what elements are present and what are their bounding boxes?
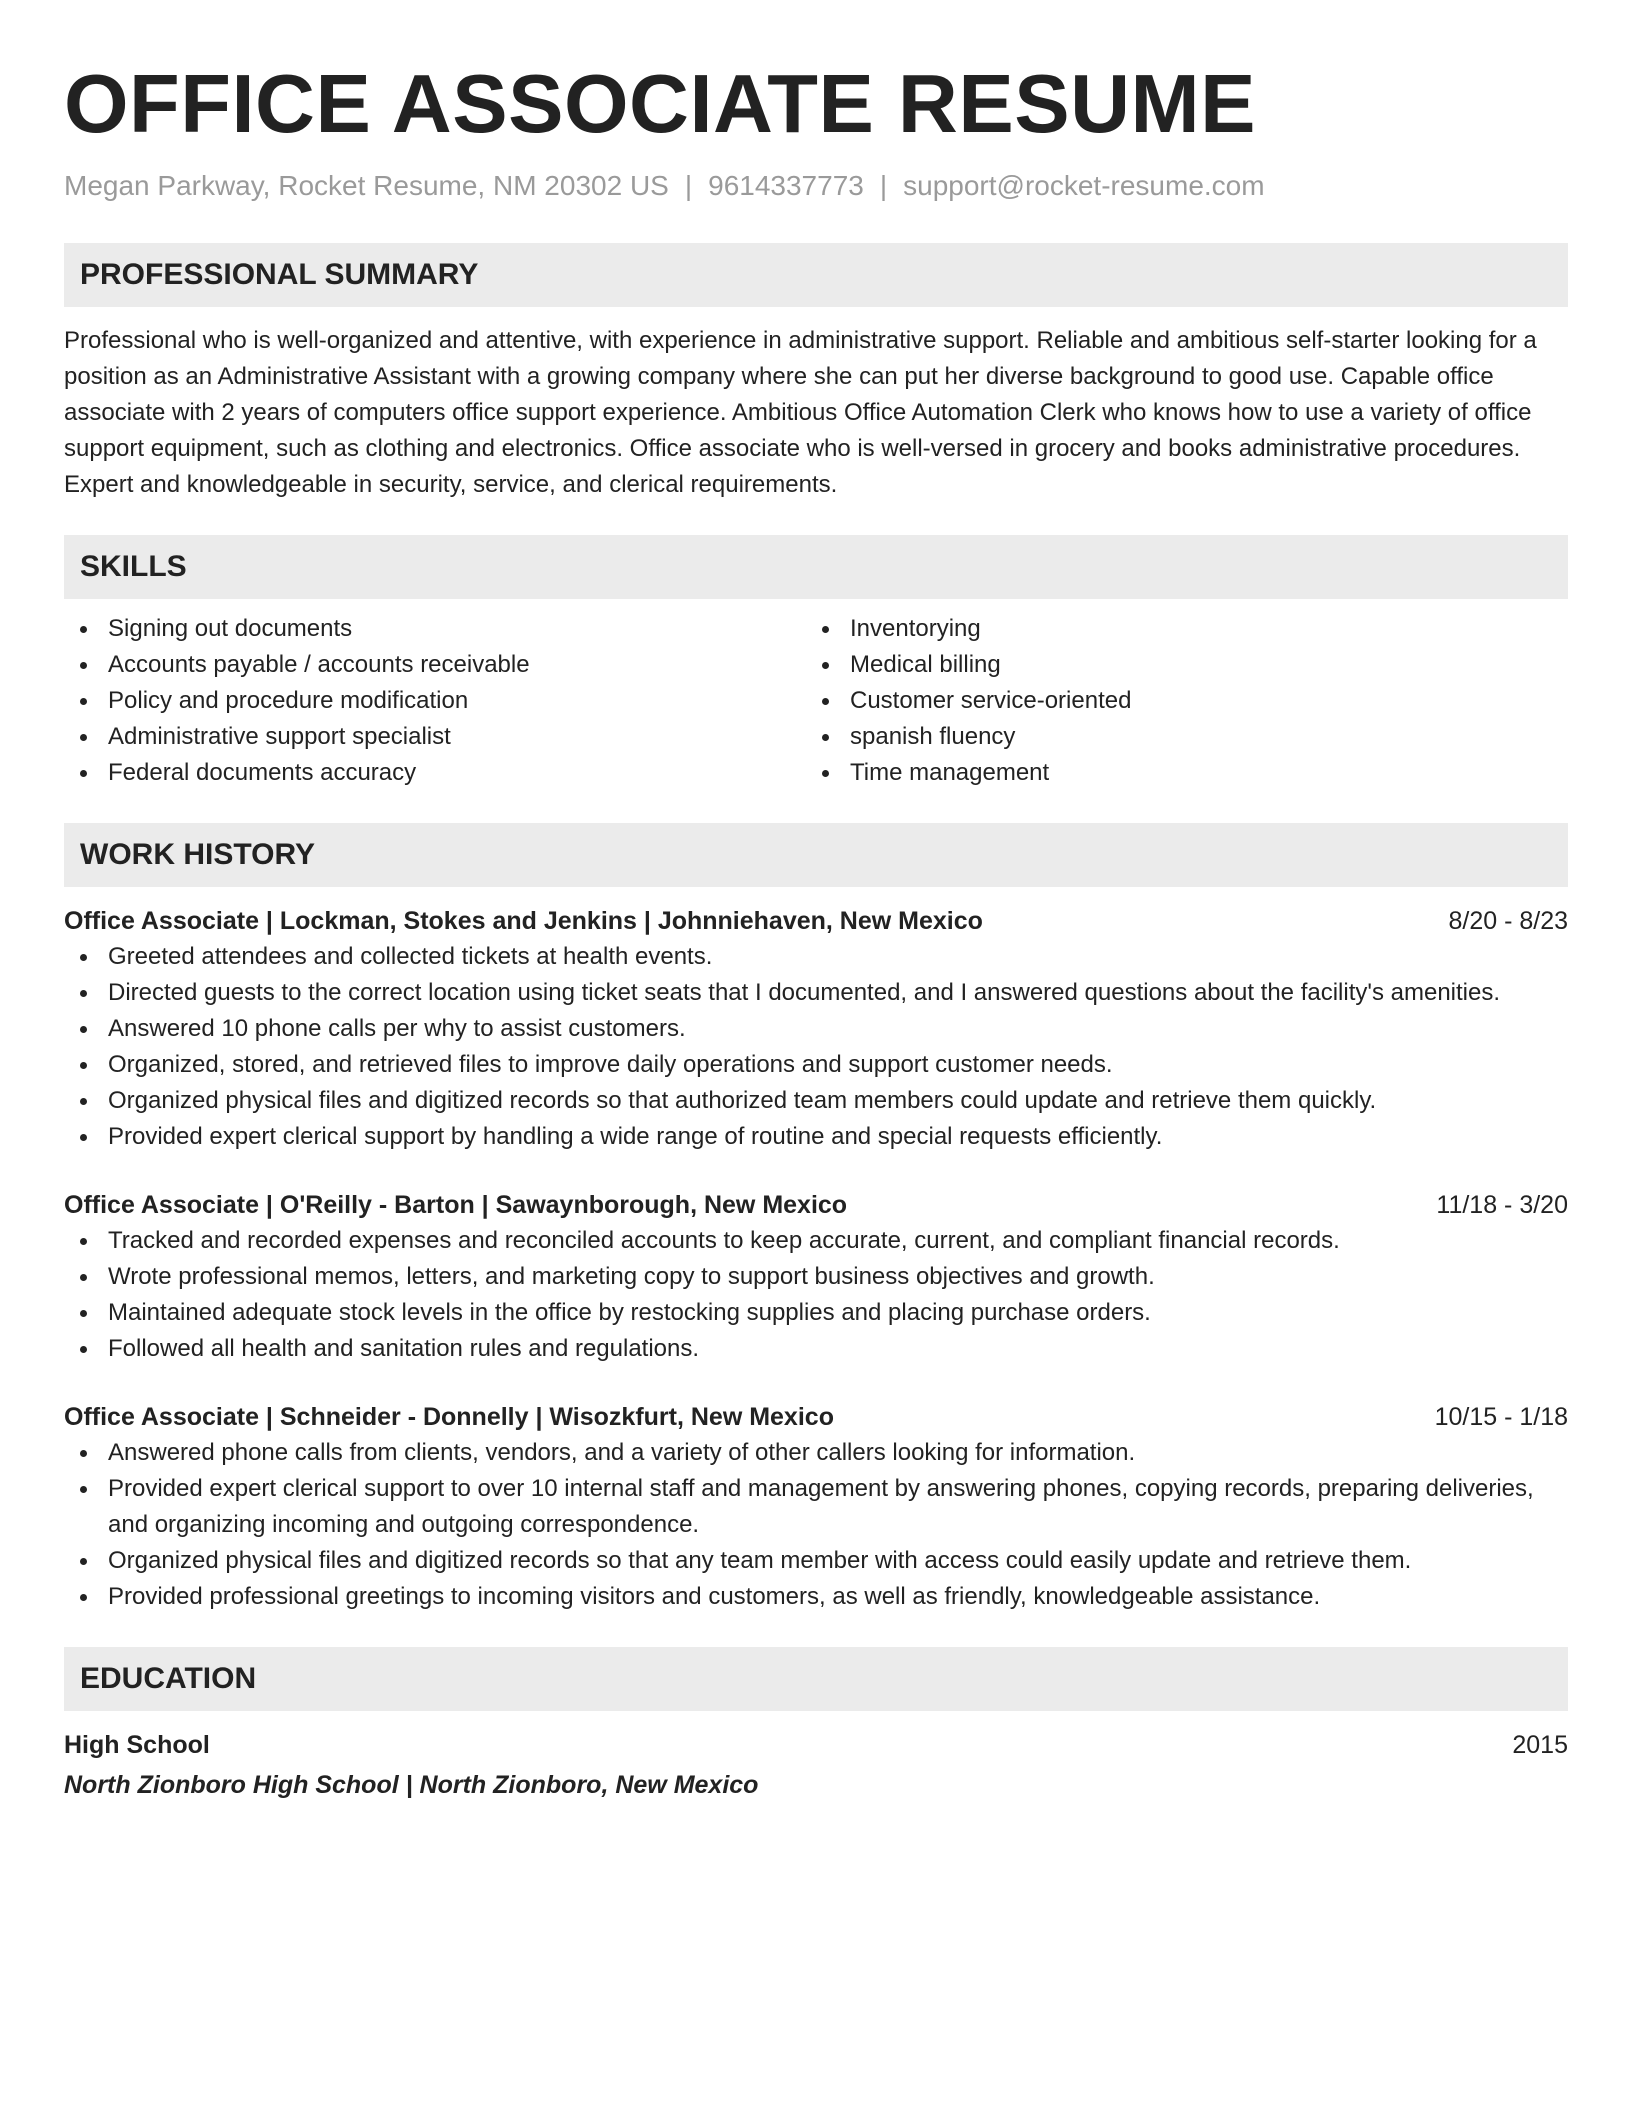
skill-item: Accounts payable / accounts receivable bbox=[64, 647, 806, 683]
job-entry bbox=[64, 903, 1568, 1155]
education-year: 2015 bbox=[1512, 1731, 1568, 1759]
skills-column-left bbox=[64, 611, 806, 791]
job-header bbox=[64, 1187, 1568, 1223]
job-dates: 10/15 - 1/18 bbox=[1434, 1403, 1568, 1431]
job-duties bbox=[64, 1223, 1568, 1367]
contact-email: support@rocket-resume.com bbox=[903, 170, 1265, 201]
job-duty: Directed guests to the correct location using ticket seats that I documented, and I answered questions about the facility's amenities. bbox=[64, 975, 1568, 1011]
job-dates: 8/20 - 8/23 bbox=[1448, 907, 1568, 935]
job-duty: Provided expert clerical support by handling a wide range of routine and special requests efficiently. bbox=[64, 1119, 1568, 1155]
summary-heading: PROFESSIONAL SUMMARY bbox=[64, 243, 1568, 307]
job-duty: Maintained adequate stock levels in the office by restocking supplies and placing purchase orders. bbox=[64, 1295, 1568, 1331]
contact-address: Megan Parkway, Rocket Resume, NM 20302 US bbox=[64, 170, 669, 201]
skills-column-right bbox=[806, 611, 1548, 791]
job-duty: Answered 10 phone calls per why to assist customers. bbox=[64, 1011, 1568, 1047]
job-header bbox=[64, 1399, 1568, 1435]
skill-item: Medical billing bbox=[806, 647, 1548, 683]
education-entry bbox=[64, 1727, 1568, 1803]
job-duties bbox=[64, 1435, 1568, 1615]
skill-item: Signing out documents bbox=[64, 611, 806, 647]
job-duty: Provided expert clerical support to over 10 internal staff and management by answering phones, copying records, preparing deliveries, and organizing incoming and outgoing correspondence. bbox=[64, 1471, 1568, 1543]
skill-item: Customer service-oriented bbox=[806, 683, 1548, 719]
summary-text: Professional who is well-organized and attentive, with experience in administrative support. Reliable and ambitious self-starter looking for a position as an Administrative Assistant with a growing company where she can put her diverse background to good use. Capable office associate with 2 years of computers office support experience. Ambitious Office Automation Clerk who knows how to use a variety of office support equipment, such as clothing and electronics. Office associate who is well-versed in grocery and books administrative procedures. Expert and knowledgeable in security, service, and clerical requirements. bbox=[64, 327, 1537, 498]
job-duty: Tracked and recorded expenses and reconciled accounts to keep accurate, current, and compliant financial records. bbox=[64, 1223, 1568, 1259]
job-duties bbox=[64, 939, 1568, 1155]
job-entry bbox=[64, 1399, 1568, 1615]
job-duty: Provided professional greetings to incoming visitors and customers, as well as friendly, knowledgeable assistance. bbox=[64, 1579, 1568, 1615]
skill-item: Inventorying bbox=[806, 611, 1548, 647]
skill-item: Federal documents accuracy bbox=[64, 755, 806, 791]
contact-separator: | bbox=[684, 170, 693, 201]
work-heading: WORK HISTORY bbox=[64, 823, 1568, 887]
contact-phone: 9614337773 bbox=[708, 170, 864, 201]
education-degree: High School bbox=[64, 1731, 210, 1759]
education-school: North Zionboro High School | North Zionboro, New Mexico bbox=[64, 1771, 759, 1799]
education-header bbox=[64, 1727, 1568, 1763]
resume-page bbox=[64, 56, 1568, 1803]
skills-list bbox=[64, 611, 1568, 791]
job-duty: Organized, stored, and retrieved files to improve daily operations and support customer needs. bbox=[64, 1047, 1568, 1083]
contact-line bbox=[64, 168, 1568, 204]
skill-item: Time management bbox=[806, 755, 1548, 791]
job-title: Office Associate | O'Reilly - Barton | Sawaynborough, New Mexico bbox=[64, 1191, 848, 1219]
job-duty: Organized physical files and digitized records so that any team member with access could easily update and retrieve them. bbox=[64, 1543, 1568, 1579]
skill-item: Administrative support specialist bbox=[64, 719, 806, 755]
job-duty: Wrote professional memos, letters, and marketing copy to support business objectives and growth. bbox=[64, 1259, 1568, 1295]
job-duty: Greeted attendees and collected tickets at health events. bbox=[64, 939, 1568, 975]
job-duty: Answered phone calls from clients, vendors, and a variety of other callers looking for information. bbox=[64, 1435, 1568, 1471]
skill-item: spanish fluency bbox=[806, 719, 1548, 755]
skills-heading: SKILLS bbox=[64, 535, 1568, 599]
job-title: Office Associate | Lockman, Stokes and Jenkins | Johnniehaven, New Mexico bbox=[64, 907, 983, 935]
job-entry bbox=[64, 1187, 1568, 1367]
resume-title: OFFICE ASSOCIATE RESUME bbox=[64, 57, 1257, 150]
contact-separator: | bbox=[879, 170, 888, 201]
job-header bbox=[64, 903, 1568, 939]
job-duty: Followed all health and sanitation rules and regulations. bbox=[64, 1331, 1568, 1367]
education-heading: EDUCATION bbox=[64, 1647, 1568, 1711]
job-dates: 11/18 - 3/20 bbox=[1436, 1191, 1568, 1219]
job-duty: Organized physical files and digitized records so that authorized team members could update and retrieve them quickly. bbox=[64, 1083, 1568, 1119]
job-title: Office Associate | Schneider - Donnelly | Wisozkfurt, New Mexico bbox=[64, 1403, 834, 1431]
skill-item: Policy and procedure modification bbox=[64, 683, 806, 719]
